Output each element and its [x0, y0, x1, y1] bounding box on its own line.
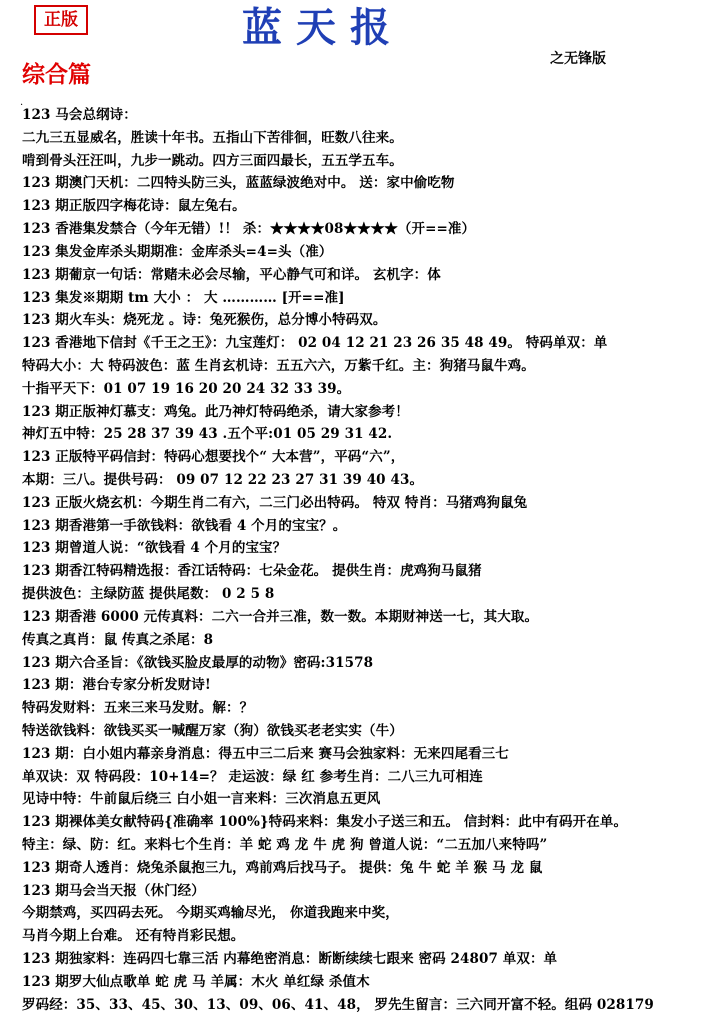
text-line: 123 期葡京一句话：常赌未必会尽输，平心静气可和详。 玄机字：体	[22, 266, 441, 283]
edition-label: 之无锋版	[550, 51, 606, 67]
text-line: 提供波色：主绿防蓝 提供尾数： 0 2 5 8	[22, 586, 275, 603]
text-line: 123 正版特平码信封：特码心想要找个“ 大本营”，平码“六”，	[22, 449, 405, 466]
text-line: 123 期奇人透肖：烧兔杀鼠抱三九，鸡前鸡后找马子。 提供：兔 牛 蛇 羊 猴 马 龙 鼠	[22, 859, 543, 876]
text-line: 123 期澳门天机：二四特头防三头，蓝蓝绿波绝对中。 送：家中偷吃物	[22, 175, 455, 192]
newspaper-title: 蓝天报	[242, 4, 404, 51]
text-line: 传真之真肖：鼠 传真之杀尾：8	[22, 631, 214, 648]
text-line: 123 正版火烧玄机：今期生肖二有六，二三门必出特码。 特双 特肖：马猪鸡狗鼠兔	[22, 494, 528, 511]
text-line: 特主：绿、防：红。来料七个生肖：羊 蛇 鸡 龙 牛 虎 狗 曾道人说：“二五加八来特吗”	[22, 837, 548, 853]
text-line: 罗码经：35、33、45、30、13、09、06、41、48， 罗先生留言：三六同开富不轻。组码 028179	[22, 996, 654, 1013]
text-line: 123 期正版四字梅花诗：鼠左兔右。	[22, 198, 246, 215]
text-line: 本期：三八。提供号码： 09 07 12 22 23 27 31 39 40 43。	[22, 472, 424, 488]
content-lines	[22, 104, 692, 1017]
text-line: 123 期马会当天报（休门经）	[22, 882, 205, 899]
text-line: 特送欲钱料：欲钱买买一喊醒万家（狗）欲钱买老老实实（牛）	[22, 722, 403, 739]
text-line: 123 期香港第一手欲钱料：欲钱看 4 个月的宝宝？。	[22, 517, 347, 534]
section-heading: 综合篇	[22, 62, 91, 88]
text-line: 马肖今期上台难。 还有特肖彩民想。	[22, 928, 245, 945]
genuine-edition-badge: 正版	[34, 5, 88, 35]
bullet-dot: .	[20, 97, 24, 108]
text-line: 见诗中特：牛前鼠后绕三 白小姐一言来料：三次消息五更风	[22, 791, 381, 808]
text-line: 123 期裸体美女献特码{准确率 100%}特码来料：集发小子送三和五。 信封料：此中有码开在单。	[22, 814, 628, 831]
text-line: 123 马会总纲诗：	[22, 107, 137, 123]
text-line: 啃到骨头汪汪叫，九步一跳动。四方三面四最长，五五学五车。	[22, 152, 403, 169]
text-line: 123 期罗大仙点歌单 蛇 虎 马 羊属：木火 单红绿 杀值木	[22, 973, 370, 990]
text-line: 特码大小：大 特码波色：蓝 生肖玄机诗：五五六六，万紫千红。主：狗猪马鼠牛鸡。	[22, 357, 535, 374]
text-line: 123 期香港 6000 元传真料：二六一合并三准，数一数。本期财神送一七，其大取。	[22, 608, 539, 625]
text-line: 二九三五显威名，胜读十年书。五指山下苦徘徊，旺数八往来。	[22, 129, 403, 146]
text-line: 123 集发金库杀头期期准：金库杀头=4=头（准）	[22, 243, 333, 260]
text-line: 123 香港集发禁合（今年无错）!！ 杀：★★★★08★★★★（开==准）	[22, 221, 476, 238]
text-line: 特码发财料：五来三来马发财。解：？	[22, 700, 254, 717]
text-line: 123 期曾道人说：“欲钱看 4 个月的宝宝？	[22, 540, 287, 557]
text-line: 123 期六合圣旨：《欲钱买脸皮最厚的动物》密码:31578	[22, 654, 374, 671]
text-line: 今期禁鸡，买四码去死。 今期买鸡输尽光， 你道我跑来中奖，	[22, 905, 399, 922]
text-line: 123 集发※期期 tm 大小 ： 大 ………… [开==准]	[22, 289, 345, 306]
text-line: 123 期：港台专家分析发财诗!	[22, 677, 211, 694]
text-line: 单双诀：双 特码段：10+14=？ 走运波：绿 红 参考生肖：二八三九可相连	[22, 768, 483, 785]
text-line: 123 期：白小姐内幕亲身消息：得五中三二后来 赛马会独家料：无来四尾看三七	[22, 745, 509, 762]
text-line: 123 期火车头：烧死龙 。诗：兔死猴伤，总分博小特码双。	[22, 312, 387, 329]
text-line: 123 期正版神灯慕支：鸡兔。此乃神灯特码绝杀，请大家参考！	[22, 403, 409, 420]
text-line: 神灯五中特：25 28 37 39 43 .五个平:01 05 29 31 42.	[22, 426, 393, 443]
text-line: 123 香港地下信封《千王之王》：九宝莲灯： 02 04 12 21 23 26 35 48 49。 特码单双：单	[22, 335, 608, 352]
text-line: 十指平天下：01 07 19 16 20 20 24 32 33 39。	[22, 380, 351, 397]
text-line: 123 期独家料：连码四七靠三活 内幕绝密消息：断断续续七跟来 密码 24807 单双：单	[22, 951, 558, 968]
text-line: 123 期香江特码精选报：香江话特码：七朵金花。 提供生肖：虎鸡狗马鼠猪	[22, 563, 482, 580]
